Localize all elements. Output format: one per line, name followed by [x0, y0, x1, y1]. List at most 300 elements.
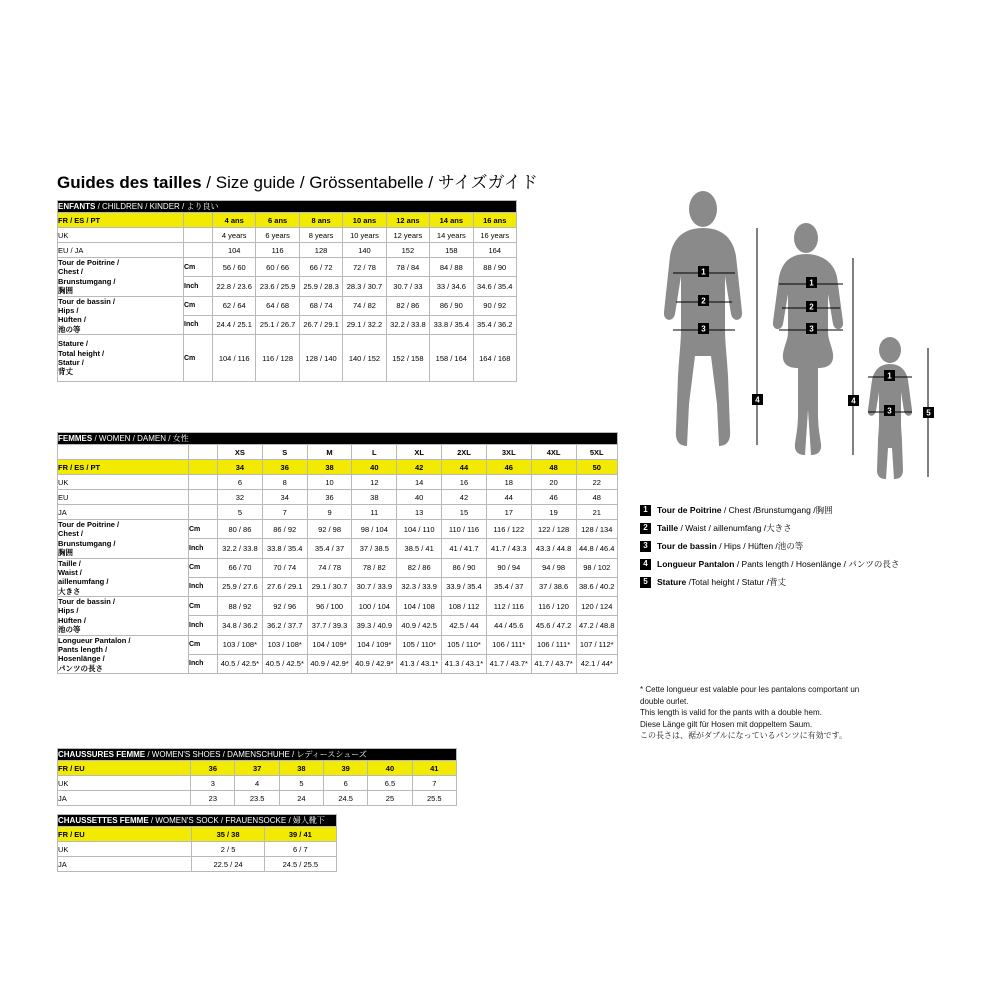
table-cell: 36: [191, 761, 235, 776]
table-cell: 128 / 140: [299, 335, 342, 382]
table-cell: 8: [262, 475, 307, 490]
table-cell: 104 / 109*: [352, 635, 397, 654]
legend-number: 4: [640, 559, 651, 570]
row-label: Taille / Waist / aillenumfang / 大きさ: [58, 558, 189, 597]
row-unit: [184, 213, 213, 228]
table-row: [58, 228, 517, 243]
table-cell: 12: [352, 475, 397, 490]
table-row: [58, 857, 337, 872]
row-label: FR / ES / PT: [58, 460, 189, 475]
table-cell: 7: [262, 505, 307, 520]
legend-label: Longueur Pantalon / Pants length / Hosenlänge / パンツの長さ: [657, 558, 900, 569]
size-header-cell: L: [352, 445, 397, 460]
size-header-cell: 2XL: [442, 445, 487, 460]
table-cell: 46: [486, 460, 531, 475]
table-cell: 33.8 / 35.4: [262, 539, 307, 558]
table-cell: 25.9 / 27.6: [218, 577, 263, 596]
table-cell: 13: [397, 505, 442, 520]
table-cell: 27.6 / 29.1: [262, 577, 307, 596]
row-unit: [184, 228, 213, 243]
table-row: [58, 597, 618, 616]
size-header-cell: M: [307, 445, 352, 460]
row-label: Tour de bassin / Hips / Hüften / 池の等: [58, 597, 189, 636]
table-cell: 10 ans: [343, 213, 386, 228]
table-cell: 40.5 / 42.5*: [218, 654, 263, 673]
table-cell: 88 / 90: [473, 258, 516, 277]
row-unit: [189, 475, 218, 490]
page-title: [57, 168, 538, 193]
table-row: [58, 761, 457, 776]
table-cell: 33 / 34.6: [430, 277, 473, 296]
table-cell: 44.8 / 46.4: [576, 539, 618, 558]
table-cell: 29.1 / 32.2: [343, 315, 386, 334]
table-cell: 2 / 5: [192, 842, 264, 857]
table-cell: 72 / 78: [343, 258, 386, 277]
table-cell: 140: [343, 243, 386, 258]
table-cell: 39 / 41: [264, 827, 336, 842]
table-cell: 41 / 41.7: [442, 539, 487, 558]
table-cell: 25.5: [412, 791, 456, 806]
table-cell: 40: [368, 761, 412, 776]
row-unit: Cm: [184, 335, 213, 382]
table-cell: 82 / 86: [397, 558, 442, 577]
size-header-cell: S: [262, 445, 307, 460]
table-cell: 34: [262, 490, 307, 505]
table-cell: 10 years: [343, 228, 386, 243]
legend-item: [640, 523, 980, 534]
row-unit: [189, 505, 218, 520]
table-cell: 90 / 94: [486, 558, 531, 577]
legend-item: [640, 577, 980, 588]
legend-item: [640, 559, 980, 570]
table-header: FEMMES / WOMEN / DAMEN / 女性: [58, 433, 618, 445]
table-row: [58, 213, 517, 228]
row-unit: [189, 460, 218, 475]
table-cell: 92 / 96: [262, 597, 307, 616]
table-cell: 112 / 116: [486, 597, 531, 616]
table-cell: 128: [299, 243, 342, 258]
row-label: Tour de Poitrine / Chest / Brunstumgang / 胸囲: [58, 258, 184, 297]
table-cell: 116: [256, 243, 299, 258]
women-size-table: [57, 432, 618, 674]
table-cell: 5: [279, 776, 323, 791]
legend-number: 5: [640, 577, 651, 588]
table-cell: 24: [279, 791, 323, 806]
row-unit: Inch: [189, 654, 218, 673]
row-unit: Inch: [189, 539, 218, 558]
table-cell: 5: [218, 505, 263, 520]
table-cell: 42.1 / 44*: [576, 654, 618, 673]
table-cell: 56 / 60: [213, 258, 256, 277]
children-size-table: [57, 200, 517, 382]
table-cell: 152: [386, 243, 429, 258]
svg-text:2: 2: [701, 296, 706, 306]
measurement-legend: [640, 505, 980, 595]
table-row: [58, 827, 337, 842]
table-cell: 37: [235, 761, 279, 776]
table-cell: 25: [368, 791, 412, 806]
table-cell: 106 / 111*: [486, 635, 531, 654]
table-cell: 23: [191, 791, 235, 806]
table-cell: 40.9 / 42.5: [397, 616, 442, 635]
table-cell: 16: [442, 475, 487, 490]
table-header: CHAUSSURES FEMME / WOMEN'S SHOES / DAMENSCHUHE / レディースシューズ: [58, 749, 457, 761]
row-label: UK: [58, 842, 192, 857]
table-cell: 37 / 38.5: [352, 539, 397, 558]
table-cell: 78 / 82: [352, 558, 397, 577]
row-unit: Cm: [189, 520, 218, 539]
table-cell: 16 years: [473, 228, 516, 243]
table-cell: 158: [430, 243, 473, 258]
table-cell: 22: [576, 475, 618, 490]
table-cell: 35.4 / 37: [307, 539, 352, 558]
legend-label: Tour de bassin / Hips / Hüften /池の等: [657, 540, 804, 551]
row-label: FR / EU: [58, 827, 192, 842]
women-shoes-table: [57, 748, 457, 806]
table-cell: 98 / 104: [352, 520, 397, 539]
table-cell: 6 ans: [256, 213, 299, 228]
table-cell: 39: [324, 761, 368, 776]
table-cell: 22.8 / 23.6: [213, 277, 256, 296]
table-row: [58, 520, 618, 539]
row-unit: Cm: [189, 558, 218, 577]
table-cell: 4 years: [213, 228, 256, 243]
table-cell: 34.8 / 36.2: [218, 616, 263, 635]
row-unit: Inch: [189, 577, 218, 596]
table-cell: 164: [473, 243, 516, 258]
table-cell: 14 years: [430, 228, 473, 243]
table-cell: 25.1 / 26.7: [256, 315, 299, 334]
table-cell: 35.4 / 37: [486, 577, 531, 596]
table-cell: 36: [262, 460, 307, 475]
table-cell: 40.9 / 42.9*: [352, 654, 397, 673]
table-cell: 104 / 116: [213, 335, 256, 382]
table-cell: 38: [352, 490, 397, 505]
table-cell: 17: [486, 505, 531, 520]
table-cell: 33.9 / 35.4: [442, 577, 487, 596]
table-cell: 41.3 / 43.1*: [442, 654, 487, 673]
table-cell: 24.4 / 25.1: [213, 315, 256, 334]
row-label: EU: [58, 490, 189, 505]
man-figure: [664, 191, 742, 446]
table-cell: 12 years: [386, 228, 429, 243]
table-row: [58, 335, 517, 382]
table-cell: 120 / 124: [576, 597, 618, 616]
table-cell: 26.7 / 29.1: [299, 315, 342, 334]
row-label: UK: [58, 228, 184, 243]
size-header-cell: XL: [397, 445, 442, 460]
table-cell: 8 years: [299, 228, 342, 243]
legend-item: [640, 541, 980, 552]
table-row: [58, 296, 517, 315]
table-cell: 104 / 110: [397, 520, 442, 539]
table-cell: 23.6 / 25.9: [256, 277, 299, 296]
table-cell: 37.7 / 39.3: [307, 616, 352, 635]
table-cell: 88 / 92: [218, 597, 263, 616]
table-cell: 86 / 92: [262, 520, 307, 539]
page-title-rest: / Size guide / Grössentabelle / サイズガイド: [201, 173, 538, 192]
table-cell: 35.4 / 36.2: [473, 315, 516, 334]
row-unit: Cm: [189, 597, 218, 616]
table-cell: 74 / 82: [343, 296, 386, 315]
row-label: Stature / Total height / Statur / 背丈: [58, 335, 184, 382]
table-cell: 28.3 / 30.7: [343, 277, 386, 296]
table-cell: 164 / 168: [473, 335, 516, 382]
table-row: [58, 635, 618, 654]
legend-number: 3: [640, 541, 651, 552]
row-label: EU / JA: [58, 243, 184, 258]
table-cell: 122 / 128: [531, 520, 576, 539]
table-cell: 86 / 90: [442, 558, 487, 577]
table-cell: 12 ans: [386, 213, 429, 228]
size-header-cell: 4XL: [531, 445, 576, 460]
table-cell: 41.7 / 43.7*: [531, 654, 576, 673]
table-cell: 6: [218, 475, 263, 490]
table-cell: 4: [235, 776, 279, 791]
legend-label: Tour de Poitrine / Chest /Brunstumgang /胸囲: [657, 504, 833, 515]
table-row: [58, 791, 457, 806]
table-cell: 103 / 108*: [262, 635, 307, 654]
table-cell: 36.2 / 37.7: [262, 616, 307, 635]
svg-text:3: 3: [809, 324, 814, 334]
table-cell: 66 / 70: [218, 558, 263, 577]
table-cell: 39.3 / 40.9: [352, 616, 397, 635]
table-cell: 140 / 152: [343, 335, 386, 382]
table-size-row: [58, 445, 618, 460]
table-cell: 43.3 / 44.8: [531, 539, 576, 558]
table-cell: 96 / 100: [307, 597, 352, 616]
legend-label: Taille / Waist / aillenumfang /大きさ: [657, 522, 792, 533]
table-cell: 48: [576, 490, 618, 505]
table-cell: 108 / 112: [442, 597, 487, 616]
row-label: UK: [58, 475, 189, 490]
table-cell: 41.3 / 43.1*: [397, 654, 442, 673]
table-row: [58, 505, 618, 520]
women-socks-table: [57, 814, 337, 872]
table-cell: 158 / 164: [430, 335, 473, 382]
table-cell: 42: [442, 490, 487, 505]
svg-text:1: 1: [887, 371, 892, 381]
table-cell: 32.2 / 33.8: [386, 315, 429, 334]
svg-text:5: 5: [926, 408, 931, 418]
table-cell: 8 ans: [299, 213, 342, 228]
table-cell: 3: [191, 776, 235, 791]
table-row: [58, 460, 618, 475]
table-row: [58, 558, 618, 577]
table-cell: 6 years: [256, 228, 299, 243]
table-cell: 106 / 111*: [531, 635, 576, 654]
table-cell: 60 / 66: [256, 258, 299, 277]
table-cell: 42.5 / 44: [442, 616, 487, 635]
table-cell: 15: [442, 505, 487, 520]
svg-text:3: 3: [887, 406, 892, 416]
table-cell: 44 / 45.6: [486, 616, 531, 635]
table-row: [58, 842, 337, 857]
table-cell: 90 / 92: [473, 296, 516, 315]
table-cell: 34.6 / 35.4: [473, 277, 516, 296]
row-unit: Cm: [184, 296, 213, 315]
row-label: FR / ES / PT: [58, 213, 184, 228]
svg-text:1: 1: [809, 278, 814, 288]
table-cell: 24.5: [324, 791, 368, 806]
table-cell: 41.7 / 43.3: [486, 539, 531, 558]
size-header-cell: 5XL: [576, 445, 618, 460]
table-cell: 104 / 109*: [307, 635, 352, 654]
table-cell: 104: [213, 243, 256, 258]
size-header-cell: 3XL: [486, 445, 531, 460]
table-row: [58, 258, 517, 277]
table-cell: 29.1 / 30.7: [307, 577, 352, 596]
table-cell: 82 / 86: [386, 296, 429, 315]
table-cell: 64 / 68: [256, 296, 299, 315]
table-cell: 103 / 108*: [218, 635, 263, 654]
footnote: [640, 684, 970, 742]
table-cell: 25.9 / 28.3: [299, 277, 342, 296]
table-cell: 80 / 86: [218, 520, 263, 539]
legend-number: 2: [640, 523, 651, 534]
row-label: Tour de Poitrine / Chest / Brunstumgang / 胸囲: [58, 520, 189, 559]
table-cell: 70 / 74: [262, 558, 307, 577]
row-unit: Cm: [184, 258, 213, 277]
table-cell: 4 ans: [213, 213, 256, 228]
table-cell: 14: [397, 475, 442, 490]
table-cell: 7: [412, 776, 456, 791]
table-header: ENFANTS / CHILDREN / KINDER / より良い: [58, 201, 517, 213]
table-header: CHAUSSETTES FEMME / WOMEN'S SOCK / FRAUENSOCKE / 婦人靴下: [58, 815, 337, 827]
table-cell: 74 / 78: [307, 558, 352, 577]
table-cell: 42: [397, 460, 442, 475]
row-label: UK: [58, 776, 191, 791]
table-cell: 41.7 / 43.7*: [486, 654, 531, 673]
table-cell: 62 / 64: [213, 296, 256, 315]
row-label: FR / EU: [58, 761, 191, 776]
table-cell: 68 / 74: [299, 296, 342, 315]
table-cell: 40.5 / 42.5*: [262, 654, 307, 673]
table-cell: 86 / 90: [430, 296, 473, 315]
table-cell: 30.7 / 33.9: [352, 577, 397, 596]
table-cell: 38.5 / 41: [397, 539, 442, 558]
table-cell: 18: [486, 475, 531, 490]
table-cell: 104 / 108: [397, 597, 442, 616]
table-cell: 37 / 38.6: [531, 577, 576, 596]
table-cell: 40: [397, 490, 442, 505]
table-cell: 6: [324, 776, 368, 791]
row-unit: Inch: [189, 616, 218, 635]
table-cell: 9: [307, 505, 352, 520]
footnote-line-2: double ourlet.: [640, 696, 689, 706]
table-row: [58, 490, 618, 505]
table-cell: 38: [279, 761, 323, 776]
table-cell: 94 / 98: [531, 558, 576, 577]
row-unit: Inch: [184, 277, 213, 296]
table-cell: 48: [531, 460, 576, 475]
table-cell: 47.2 / 48.8: [576, 616, 618, 635]
table-cell: 128 / 134: [576, 520, 618, 539]
legend-label: Stature /Total height / Statur /背丈: [657, 576, 786, 587]
table-cell: 92 / 98: [307, 520, 352, 539]
table-cell: 46: [531, 490, 576, 505]
table-cell: 84 / 88: [430, 258, 473, 277]
legend-number: 1: [640, 505, 651, 516]
table-cell: 22.5 / 24: [192, 857, 264, 872]
legend-item: [640, 505, 980, 516]
row-unit: [189, 490, 218, 505]
table-cell: 32: [218, 490, 263, 505]
table-cell: 110 / 116: [442, 520, 487, 539]
table-cell: 32.3 / 33.9: [397, 577, 442, 596]
size-header-cell: XS: [218, 445, 263, 460]
table-cell: 44: [442, 460, 487, 475]
table-cell: 38: [307, 460, 352, 475]
table-cell: 11: [352, 505, 397, 520]
table-cell: 38.6 / 40.2: [576, 577, 618, 596]
table-row: [58, 475, 618, 490]
table-cell: 105 / 110*: [397, 635, 442, 654]
row-unit: [184, 243, 213, 258]
table-cell: 6 / 7: [264, 842, 336, 857]
woman-figure: [773, 223, 843, 455]
table-cell: 35 / 38: [192, 827, 264, 842]
table-cell: 116 / 122: [486, 520, 531, 539]
table-cell: 23.5: [235, 791, 279, 806]
svg-text:4: 4: [851, 396, 856, 406]
table-cell: 19: [531, 505, 576, 520]
svg-text:2: 2: [809, 302, 814, 312]
table-cell: 100 / 104: [352, 597, 397, 616]
row-unit: Cm: [189, 635, 218, 654]
table-cell: 33.8 / 35.4: [430, 315, 473, 334]
table-cell: 116 / 120: [531, 597, 576, 616]
table-cell: 107 / 112*: [576, 635, 618, 654]
row-label: JA: [58, 857, 192, 872]
table-cell: 105 / 110*: [442, 635, 487, 654]
table-row: [58, 243, 517, 258]
table-cell: 40: [352, 460, 397, 475]
table-cell: 16 ans: [473, 213, 516, 228]
row-label: JA: [58, 791, 191, 806]
svg-text:1: 1: [701, 267, 706, 277]
table-cell: 24.5 / 25.5: [264, 857, 336, 872]
table-cell: 50: [576, 460, 618, 475]
footnote-line-1: * Cette longueur est valable pour les pantalons comportant un: [640, 685, 860, 694]
table-row: [58, 776, 457, 791]
table-cell: 10: [307, 475, 352, 490]
table-cell: 36: [307, 490, 352, 505]
table-cell: 34: [218, 460, 263, 475]
footnote-line-3: This length is valid for the pants with a double hem.: [640, 708, 822, 718]
table-cell: 14 ans: [430, 213, 473, 228]
row-label: Tour de bassin / Hips / Hüften / 池の等: [58, 296, 184, 335]
table-cell: 21: [576, 505, 618, 520]
table-cell: 44: [486, 490, 531, 505]
table-cell: 66 / 72: [299, 258, 342, 277]
table-cell: 20: [531, 475, 576, 490]
table-cell: 98 / 102: [576, 558, 618, 577]
svg-text:4: 4: [755, 395, 760, 405]
table-cell: 152 / 158: [386, 335, 429, 382]
row-label: Longueur Pantalon / Pants length / Hosenlänge / パンツの長さ: [58, 635, 189, 674]
table-cell: 78 / 84: [386, 258, 429, 277]
table-cell: 41: [412, 761, 456, 776]
page-title-main: Guides des tailles: [57, 173, 202, 192]
row-unit: Inch: [184, 315, 213, 334]
footnote-line-4: Diese Länge gilt für Hosen mit doppeltem Saum.: [640, 719, 813, 729]
table-cell: 30.7 / 33: [386, 277, 429, 296]
table-cell: 6.5: [368, 776, 412, 791]
footnote-line-5: この長さは、裾がダブルになっているパンツに有効です。: [640, 731, 848, 741]
table-cell: 32.2 / 33.8: [218, 539, 263, 558]
row-label: JA: [58, 505, 189, 520]
